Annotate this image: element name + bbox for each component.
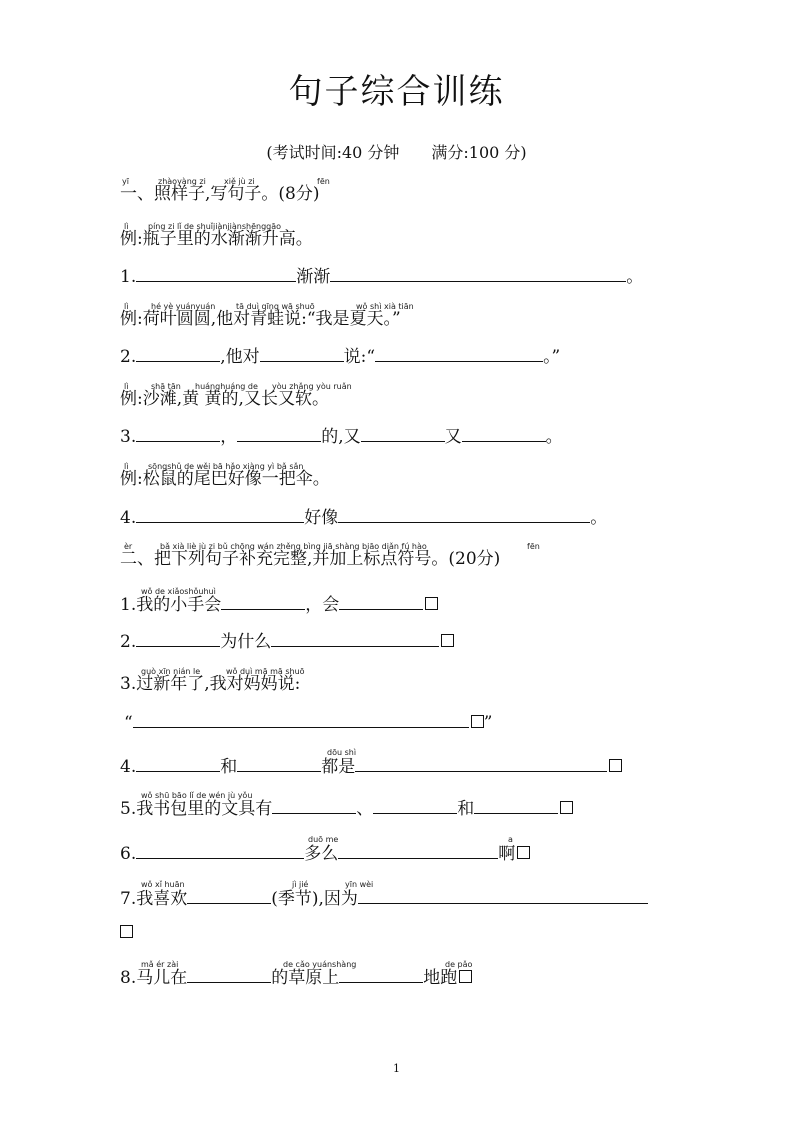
exercise-number: 2. [120,347,137,367]
answer-blank[interactable] [136,425,220,442]
exercise-text: ” [483,713,493,733]
answer-blank[interactable] [136,630,220,647]
page-number: 1 [393,1062,400,1075]
example-sentence: 例:荷叶圆圆,他对青蛙说:“我是夏天。” [120,309,401,329]
pinyin: lì [124,302,129,311]
exercise-row [120,673,300,695]
answer-blank[interactable] [133,711,469,728]
pinyin: wǒ de xiǎoshǒuhuì [141,587,216,596]
pinyin: fēn [527,542,540,551]
pinyin: wǒ shì xià tiān [356,302,414,311]
exercise-text: 和 [220,757,238,777]
exercise-number: 7. [120,889,137,909]
exercise-row [124,711,492,734]
exercise-number: 3. [120,674,137,694]
answer-blank[interactable] [237,755,321,772]
pinyin: shā tān [151,382,181,391]
exercise-row [120,506,607,529]
pinyin: píng zi lǐ de shuǐjiànjiànshēnggāo [148,222,282,231]
pinyin: fēn [317,177,330,186]
exercise-text: 我书包里的文具有 [136,799,273,819]
exercise-text: 为什么 [220,632,272,652]
exercise-row [120,842,530,865]
exercise-row [120,630,454,653]
exercise-text: 的草原上 [271,968,340,988]
pinyin: lì [124,222,129,231]
pinyin: yīn wèi [345,880,374,889]
exercise-text: 渐渐 [296,267,331,287]
pinyin: hé yè yuányuán [151,302,216,311]
answer-blank[interactable] [474,797,558,814]
pinyin: a [508,835,513,844]
answer-blank[interactable] [271,630,439,647]
pinyin: wǒ duì mā mā shuō [226,667,305,676]
exercise-text: 我的小手会 [136,595,222,615]
exercise-number: 1. [120,267,137,287]
exercise-number: 6. [120,844,137,864]
answer-blank[interactable] [136,842,304,859]
exercise-row [120,425,563,448]
answer-blank[interactable] [339,966,423,983]
pinyin: zhàoyàng zi [158,177,206,186]
exercise-text: ， [220,427,238,447]
answer-blank[interactable] [260,345,344,362]
pinyin: wǒ shū bāo lǐ de wén jù yǒu [141,791,253,800]
pinyin: yòu zhǎng yòu ruǎn [272,382,352,391]
punctuation-box[interactable] [560,801,573,814]
exercise-text: 好像 [304,508,339,528]
answer-blank[interactable] [272,797,356,814]
exercise-number: 3. [120,427,137,447]
exam-info: (考试时间:40 分钟 满分:100 分) [266,143,527,162]
pinyin: guò xīn nián le [141,667,201,676]
punctuation-box[interactable] [441,634,454,647]
answer-blank[interactable] [136,506,304,523]
exercise-number: 1. [120,595,137,615]
example-sentence: 例:瓶子里的水渐渐升高。 [120,229,313,249]
answer-blank[interactable] [136,345,220,362]
punctuation-box[interactable] [459,970,472,983]
exercise-row [120,755,622,778]
exercise-text: 。” [543,347,561,367]
punctuation-box[interactable] [120,925,133,938]
exercise-text: 说:“ [343,347,376,367]
pinyin: dōu shì [327,748,357,757]
pinyin: bǎ xià liè jù zi bǔ chōng wán zhěng bìng jiā shàng biāo diǎn fú hào [160,542,427,551]
section-heading: 一、照样子,写句子。(8分) [120,184,320,204]
pinyin: duō me [308,835,339,844]
answer-blank[interactable] [373,797,457,814]
exercise-number: 8. [120,968,137,988]
answer-blank[interactable] [136,265,296,282]
pinyin: jì jié [292,880,309,889]
answer-blank[interactable] [361,425,445,442]
pinyin: wǒ xǐ huān [141,880,185,889]
pinyin: de cǎo yuánshàng [283,960,357,969]
exercise-text: 马儿在 [136,968,188,988]
exercise-text: 地跑 [423,968,458,988]
answer-blank[interactable] [237,425,321,442]
punctuation-box[interactable] [471,715,484,728]
answer-blank[interactable] [136,755,220,772]
exercise-row [120,593,438,616]
exercise-text: (季节),因为 [271,889,358,909]
pinyin: lì [124,382,129,391]
pinyin: èr [124,542,133,551]
exercise-text: 多么 [304,844,339,864]
punctuation-box[interactable] [609,759,622,772]
exercise-text: 。 [626,267,644,287]
pinyin: huánghuáng de [195,382,258,391]
answer-blank[interactable] [221,593,305,610]
page-title: 句子综合训练 [288,72,505,112]
pinyin: yī [122,177,129,186]
pinyin: xiě jù zi [224,177,255,186]
answer-blank[interactable] [358,887,648,904]
answer-blank[interactable] [330,265,626,282]
exercise-row [120,797,573,820]
exercise-text: ,他对 [220,347,260,367]
answer-blank[interactable] [375,345,543,362]
answer-blank[interactable] [187,887,271,904]
exercise-row [120,887,648,910]
exercise-text: 。 [590,508,608,528]
punctuation-box[interactable] [425,597,438,610]
section-heading: 二、把下列句子补充完整,并加上标点符号。(20分) [120,549,501,569]
answer-blank[interactable] [338,842,498,859]
exercise-number: 4. [120,508,137,528]
exercise-text: 我喜欢 [136,889,188,909]
pinyin: lì [124,462,129,471]
pinyin: mǎ ér zài [141,960,179,969]
example-sentence: 例:沙滩,黄 黄的,又长又软。 [120,389,329,409]
answer-blank[interactable] [338,506,590,523]
exercise-text: “ [124,713,133,733]
answer-blank[interactable] [462,425,546,442]
exercise-number: 2. [120,632,137,652]
exercise-text: 。 [545,427,563,447]
exercise-row [120,966,472,989]
exercise-text: ，会 [305,595,340,615]
exercise-row [120,345,560,368]
answer-blank[interactable] [187,966,271,983]
exercise-text: 和 [457,799,475,819]
exercise-number: 5. [120,799,137,819]
exercise-text: 都是 [321,757,356,777]
exercise-text: 的,又 [321,427,361,447]
exercise-row [120,265,643,288]
answer-blank[interactable] [339,593,423,610]
exercise-text: 又 [444,427,462,447]
exercise-text: 过新年了,我对妈妈说: [136,674,301,694]
punctuation-box[interactable] [517,846,530,859]
exercise-text: 、 [356,799,374,819]
exercise-number: 4. [120,757,137,777]
pinyin: de pǎo [445,960,473,969]
pinyin: tā duì qīng wā shuō [236,302,315,311]
pinyin: sōngshǔ de wěi bā hǎo xiàng yì bǎ sǎn [148,462,304,471]
example-sentence: 例:松鼠的尾巴好像一把伞。 [120,469,330,489]
exercise-row [120,922,133,944]
exercise-text: 啊 [498,844,516,864]
answer-blank[interactable] [355,755,607,772]
